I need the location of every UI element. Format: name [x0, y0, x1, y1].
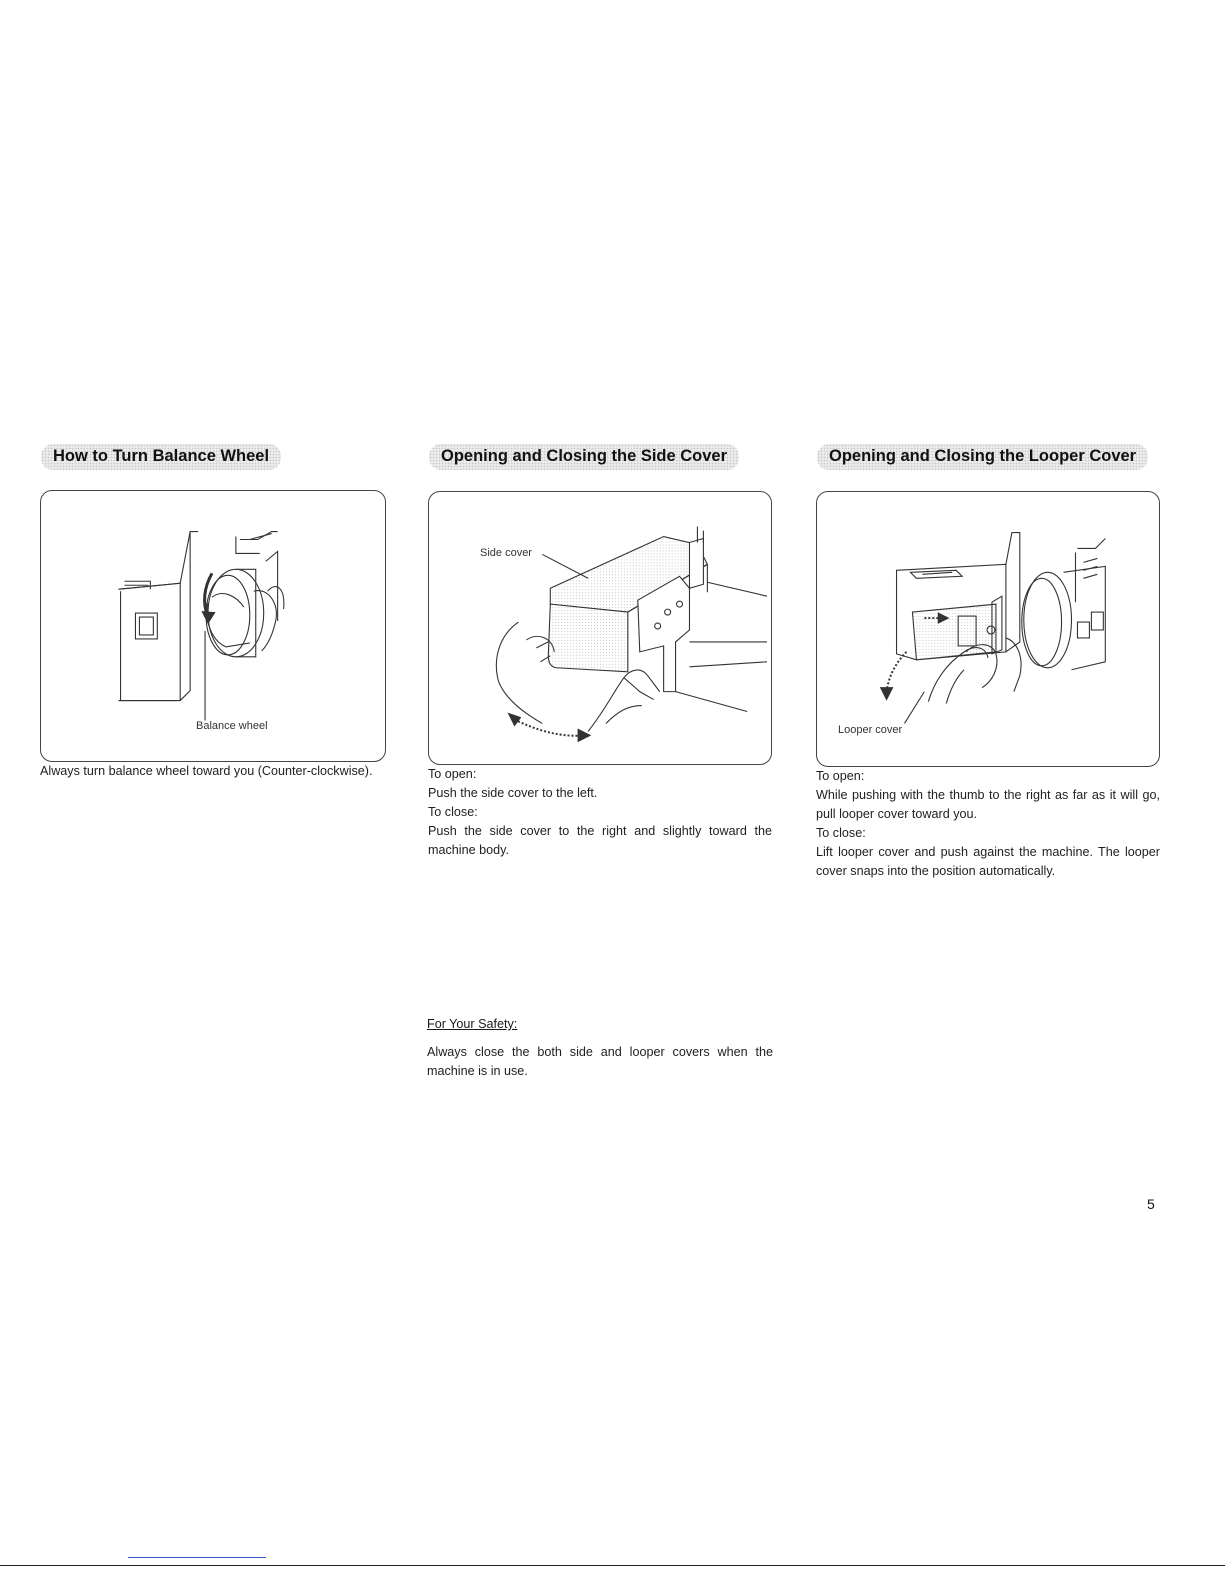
section-heading: Opening and Closing the Side Cover	[429, 444, 739, 470]
blue-rule	[128, 1557, 266, 1558]
safety-title: For Your Safety:	[427, 1017, 518, 1031]
section-balance-wheel	[40, 444, 386, 781]
side-cover-open-text: Push the side cover to the left.	[428, 786, 598, 800]
looper-cover-open-label: To open:	[816, 769, 865, 783]
page-number: 5	[1147, 1196, 1155, 1212]
looper-cover-illustration	[816, 491, 1160, 767]
looper-cover-open-text: While pushing with the thumb to the right as far as it will go, pull looper cover toward you.	[816, 788, 1160, 821]
side-cover-callout: Side cover	[480, 547, 532, 559]
balance-wheel-callout: Balance wheel	[196, 720, 268, 732]
section-side-cover	[428, 444, 772, 860]
section-heading: How to Turn Balance Wheel	[41, 444, 281, 470]
looper-cover-callout: Looper cover	[838, 724, 903, 736]
side-cover-close-label: To close:	[428, 805, 478, 819]
bottom-rule	[0, 1565, 1225, 1566]
side-cover-close-text: Push the side cover to the right and slightly toward the machine body.	[428, 824, 772, 857]
looper-cover-close-label: To close:	[816, 826, 866, 840]
section-heading: Opening and Closing the Looper Cover	[817, 444, 1148, 470]
balance-wheel-illustration	[40, 490, 386, 762]
section-looper-cover	[816, 444, 1160, 881]
side-cover-drawing	[429, 492, 771, 764]
side-cover-open-label: To open:	[428, 767, 477, 781]
safety-text: Always close the both side and looper covers when the machine is in use.	[427, 1045, 773, 1078]
looper-cover-close-text: Lift looper cover and push against the machine. The looper cover snaps into the position automatically.	[816, 845, 1160, 878]
side-cover-illustration	[428, 491, 772, 765]
balance-wheel-text: Always turn balance wheel toward you (Counter-clockwise).	[40, 764, 373, 778]
